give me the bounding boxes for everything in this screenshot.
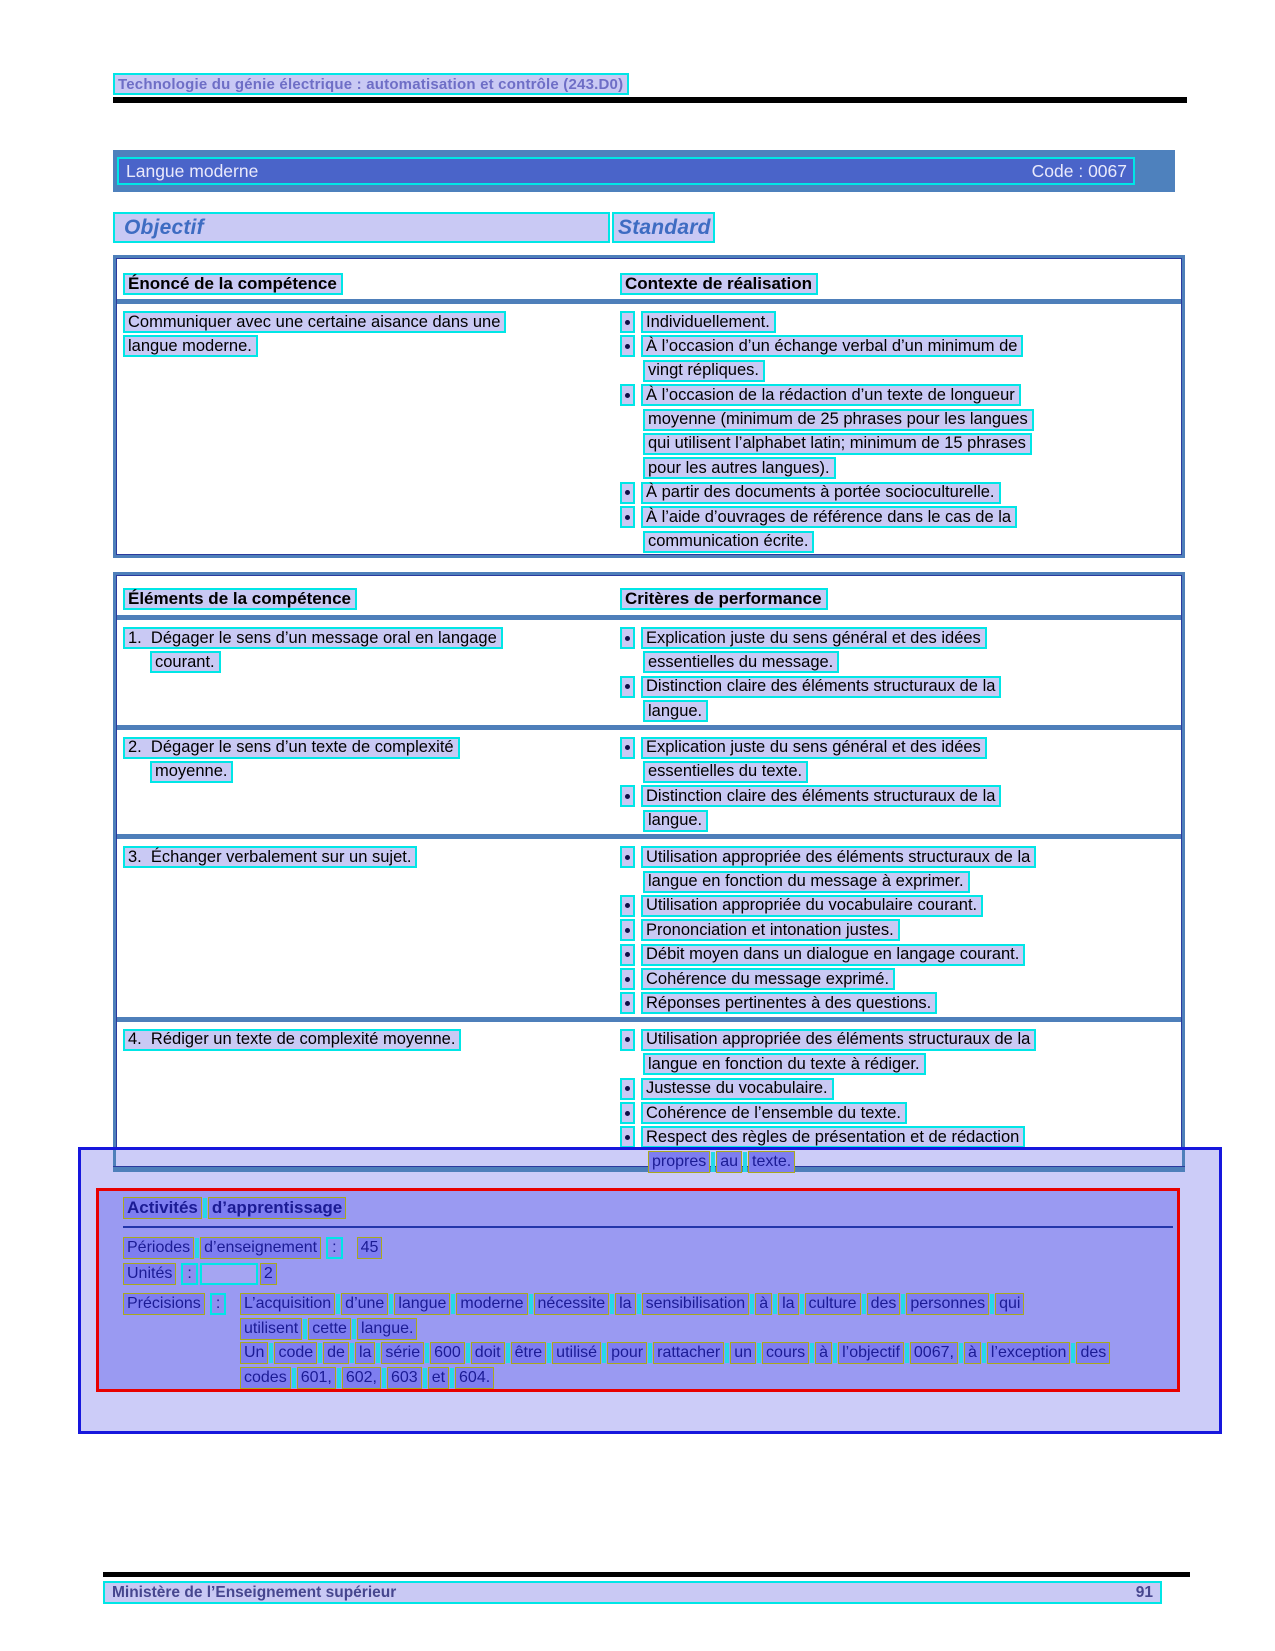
bullet-dot-icon bbox=[625, 320, 630, 325]
bullet-line bbox=[643, 409, 1181, 433]
header-rule bbox=[113, 97, 1187, 103]
space-highlight bbox=[743, 1152, 747, 1172]
precisions-text-column bbox=[240, 1293, 1110, 1391]
highlighted-text: À l’occasion de la rédaction d’un texte de longueur bbox=[641, 384, 1021, 406]
title-bar bbox=[113, 150, 1175, 192]
highlighted-text: Explication juste du sens général et des idées bbox=[641, 627, 987, 649]
bullet-dot-box bbox=[620, 1078, 635, 1100]
word-highlight-line bbox=[123, 1263, 176, 1285]
highlighted-text: Réponses pertinentes à des questions. bbox=[641, 992, 937, 1014]
highlighted-text: essentielles du texte. bbox=[643, 761, 808, 783]
table-row bbox=[117, 1017, 1181, 1147]
bullet-dot-icon bbox=[625, 344, 630, 349]
highlighted-text: À l’aide d’ouvrages de référence dans le cas de la bbox=[641, 506, 1017, 528]
bullet-line bbox=[620, 944, 1181, 968]
bullet-line bbox=[620, 384, 1181, 408]
colon-highlight: : bbox=[210, 1293, 226, 1315]
learning-activities-outer-box bbox=[78, 1147, 1222, 1434]
table-row bbox=[117, 620, 1181, 725]
bullet-dot-icon bbox=[625, 903, 630, 908]
space-highlight bbox=[336, 1294, 340, 1314]
column-header: Critères de performance bbox=[620, 588, 828, 610]
bullet-item bbox=[620, 627, 1181, 676]
word-highlight: au bbox=[716, 1151, 742, 1173]
row-right-cell bbox=[612, 304, 1181, 555]
footer-ministry: Ministère de l’Enseignement supérieur bbox=[112, 1583, 397, 1601]
course-code: Code : 0067 bbox=[1031, 160, 1127, 181]
space-highlight bbox=[529, 1294, 533, 1314]
word-highlight: 600 bbox=[430, 1342, 465, 1364]
word-highlight: à bbox=[964, 1342, 981, 1364]
space-highlight bbox=[506, 1343, 510, 1363]
word-highlight: des bbox=[867, 1293, 901, 1315]
bullet-dot-box bbox=[620, 384, 635, 406]
word-highlight: texte. bbox=[748, 1151, 795, 1173]
highlighted-text: Utilisation appropriée des éléments structuraux de la bbox=[641, 1029, 1036, 1051]
bullet-dot-icon bbox=[625, 928, 630, 933]
word-highlight: langue. bbox=[357, 1318, 418, 1340]
word-highlight: 601, bbox=[297, 1367, 336, 1389]
highlighted-text: À partir des documents à portée socioculturelle. bbox=[641, 482, 1001, 504]
header-cell-left bbox=[117, 273, 612, 299]
space-highlight bbox=[982, 1343, 986, 1363]
program-header: Technologie du génie électrique : automatisation et contrôle (243.D0) bbox=[113, 73, 629, 95]
space-highlight bbox=[269, 1343, 273, 1363]
precisions-label bbox=[123, 1293, 240, 1315]
highlighted-text: Débit moyen dans un dialogue en langage courant. bbox=[641, 944, 1025, 966]
space-highlight bbox=[757, 1343, 761, 1363]
bullet-dot-box bbox=[620, 627, 635, 649]
bullet-dot-box bbox=[620, 895, 635, 917]
bullet-dot-icon bbox=[625, 1135, 630, 1140]
activities-field-row bbox=[123, 1237, 1177, 1263]
word-highlight: propres bbox=[648, 1151, 710, 1173]
standard-heading-band bbox=[612, 212, 715, 243]
space-highlight bbox=[547, 1343, 551, 1363]
word-highlight: qui bbox=[995, 1293, 1024, 1315]
word-highlight-line bbox=[123, 1197, 1177, 1219]
bullet-line bbox=[643, 871, 1181, 895]
colon-highlight: : bbox=[181, 1263, 197, 1285]
bullet-line bbox=[620, 919, 1181, 943]
bullet-dot-box bbox=[620, 311, 635, 333]
word-highlight: Unités bbox=[123, 1263, 176, 1285]
learning-activities-title bbox=[123, 1197, 1177, 1219]
space-highlight bbox=[466, 1343, 470, 1363]
highlighted-text: langue. bbox=[643, 700, 708, 722]
space-highlight bbox=[352, 1319, 356, 1339]
objectif-heading: Objectif bbox=[124, 215, 204, 239]
word-highlight: codes bbox=[240, 1367, 291, 1389]
bullet-dot-box bbox=[620, 992, 635, 1014]
space-highlight bbox=[450, 1368, 454, 1388]
space-highlight bbox=[800, 1294, 804, 1314]
bullet-line bbox=[643, 433, 1181, 457]
field-value bbox=[260, 1263, 277, 1285]
bullet-line bbox=[620, 335, 1181, 359]
bullet-dot-box bbox=[620, 1029, 635, 1051]
activities-divider bbox=[123, 1226, 1173, 1228]
bullet-dot-icon bbox=[625, 855, 630, 860]
column-header: Contexte de réalisation bbox=[620, 273, 818, 295]
bullet-dot-icon bbox=[625, 1086, 630, 1091]
title-bar-selection bbox=[117, 157, 1135, 185]
word-highlight: L’acquisition bbox=[240, 1293, 335, 1315]
word-highlight-line bbox=[123, 1237, 321, 1259]
word-highlight: utilisé bbox=[552, 1342, 601, 1364]
bullet-dot-box bbox=[620, 1126, 635, 1147]
highlighted-text: langue. bbox=[643, 810, 708, 832]
word-highlight-line bbox=[240, 1367, 1110, 1389]
activities-fields bbox=[123, 1237, 1177, 1289]
word-highlight-line bbox=[648, 1151, 795, 1173]
bullet-line bbox=[620, 1102, 1181, 1126]
word-highlight: doit bbox=[471, 1342, 505, 1364]
highlighted-text: qui utilisent l’alphabet latin; minimum de 15 phrases bbox=[643, 433, 1032, 455]
space-highlight bbox=[725, 1343, 729, 1363]
word-highlight: personnes bbox=[906, 1293, 989, 1315]
word-highlight: d’enseignement bbox=[200, 1237, 321, 1259]
space-highlight bbox=[195, 1238, 199, 1258]
word-highlight: la bbox=[615, 1293, 635, 1315]
bullet-line bbox=[620, 895, 1181, 919]
text-line bbox=[123, 1029, 612, 1053]
space-highlight bbox=[382, 1368, 386, 1388]
bullet-dot-icon bbox=[625, 684, 630, 689]
highlighted-text: 4. Rédiger un texte de complexité moyenne. bbox=[123, 1029, 461, 1051]
header-cell-right bbox=[612, 273, 1181, 299]
highlighted-text: langue moderne. bbox=[123, 335, 258, 357]
word-highlight-line bbox=[240, 1293, 1110, 1315]
highlighted-text: communication écrite. bbox=[643, 531, 814, 553]
word-highlight-line bbox=[123, 1293, 205, 1315]
word-highlight: langue bbox=[394, 1293, 450, 1315]
word-highlight: d’apprentissage bbox=[208, 1197, 346, 1219]
footer-page-number: 91 bbox=[1135, 1583, 1153, 1601]
bullet-dot-box bbox=[620, 1102, 635, 1124]
space-highlight bbox=[318, 1343, 322, 1363]
word-highlight: l’objectif bbox=[838, 1342, 904, 1364]
bullet-line bbox=[620, 1029, 1181, 1053]
word-highlight: cette bbox=[308, 1318, 351, 1340]
space-highlight bbox=[610, 1294, 614, 1314]
word-highlight-line bbox=[240, 1318, 1110, 1340]
word-highlight: utilisent bbox=[240, 1318, 302, 1340]
highlighted-text: moyenne (minimum de 25 phrases pour les langues bbox=[643, 409, 1034, 431]
bullet-item bbox=[620, 311, 1181, 335]
bullet-line bbox=[620, 1078, 1181, 1102]
text-line bbox=[123, 311, 612, 335]
bullet-dot-box bbox=[620, 737, 635, 759]
word-highlight: l’exception bbox=[987, 1342, 1071, 1364]
space-highlight bbox=[750, 1294, 754, 1314]
word-highlight: code bbox=[274, 1342, 317, 1364]
standard-heading: Standard bbox=[618, 215, 711, 239]
highlighted-text: pour les autres langues). bbox=[643, 457, 836, 479]
word-highlight: rattacher bbox=[653, 1342, 724, 1364]
space-highlight bbox=[303, 1319, 307, 1339]
activities-field-row bbox=[123, 1263, 1177, 1289]
bullet-line bbox=[643, 700, 1181, 724]
highlighted-text: Individuellement. bbox=[641, 311, 776, 333]
bullet-item bbox=[620, 944, 1181, 968]
text-line bbox=[123, 335, 612, 359]
column-header: Éléments de la compétence bbox=[123, 588, 357, 610]
word-highlight: de bbox=[323, 1342, 349, 1364]
space-highlight bbox=[648, 1343, 652, 1363]
empty-selection-box bbox=[200, 1263, 258, 1285]
word-highlight: la bbox=[355, 1342, 375, 1364]
bullet-item bbox=[620, 506, 1181, 555]
text-line bbox=[150, 761, 612, 785]
overlapping-text-line bbox=[648, 1151, 795, 1173]
bullet-item bbox=[620, 895, 1181, 919]
highlighted-text: Distinction claire des éléments structuraux de la bbox=[641, 785, 1001, 807]
row-right-cell bbox=[612, 730, 1181, 835]
bullet-dot-icon bbox=[625, 515, 630, 520]
competence-table bbox=[113, 255, 1185, 558]
bullet-dot-icon bbox=[625, 1111, 630, 1116]
word-highlight: être bbox=[511, 1342, 547, 1364]
word-highlight: 0067, bbox=[910, 1342, 958, 1364]
table-right-border-stub bbox=[1182, 1150, 1185, 1166]
row-left-cell bbox=[117, 620, 612, 725]
highlighted-text: Justesse du vocabulaire. bbox=[641, 1078, 834, 1100]
bullet-line bbox=[620, 627, 1181, 651]
bullet-dot-icon bbox=[625, 636, 630, 641]
bullet-item bbox=[620, 919, 1181, 943]
table-left-border-stub bbox=[113, 1150, 116, 1166]
bullet-item bbox=[620, 992, 1181, 1016]
space-highlight bbox=[425, 1343, 429, 1363]
bullet-dot-box bbox=[620, 506, 635, 528]
row-left-cell bbox=[117, 839, 612, 1017]
objectif-heading-band bbox=[113, 212, 610, 243]
space-highlight bbox=[905, 1343, 909, 1363]
bullet-item bbox=[620, 846, 1181, 895]
space-highlight bbox=[637, 1294, 641, 1314]
highlighted-text: langue en fonction du texte à rédiger. bbox=[643, 1053, 926, 1075]
highlighted-text: Communiquer avec une certaine aisance dans une bbox=[123, 311, 506, 333]
word-highlight: à bbox=[815, 1342, 832, 1364]
row-left-cell bbox=[117, 1022, 612, 1147]
row-left-cell bbox=[117, 730, 612, 835]
bullet-line bbox=[620, 968, 1181, 992]
space-highlight bbox=[602, 1343, 606, 1363]
word-highlight: cours bbox=[762, 1342, 809, 1364]
bullet-line bbox=[620, 992, 1181, 1016]
bullet-line bbox=[643, 1053, 1181, 1077]
word-highlight: à bbox=[755, 1293, 772, 1315]
bullet-item bbox=[620, 737, 1181, 786]
highlighted-text: Utilisation appropriée des éléments structuraux de la bbox=[641, 846, 1036, 868]
word-highlight: un bbox=[730, 1342, 756, 1364]
row-left-cell bbox=[117, 304, 612, 555]
bullet-dot-icon bbox=[625, 1037, 630, 1042]
bullet-line bbox=[620, 676, 1181, 700]
bullet-line bbox=[643, 651, 1181, 675]
table-header-row bbox=[117, 576, 1181, 620]
space-highlight bbox=[810, 1343, 814, 1363]
highlighted-text: Explication juste du sens général et des idées bbox=[641, 737, 987, 759]
text-line bbox=[123, 846, 612, 870]
word-highlight: Un bbox=[240, 1342, 268, 1364]
word-highlight: Périodes bbox=[123, 1237, 194, 1259]
space-highlight bbox=[350, 1343, 354, 1363]
bullet-dot-box bbox=[620, 482, 635, 504]
space-highlight bbox=[833, 1343, 837, 1363]
precisions-row bbox=[123, 1293, 1177, 1391]
footer-band bbox=[103, 1581, 1162, 1604]
bullet-dot-box bbox=[620, 335, 635, 357]
space-highlight bbox=[959, 1343, 963, 1363]
row-right-cell bbox=[612, 1022, 1181, 1147]
bullet-item bbox=[620, 482, 1181, 506]
highlighted-text: 1. Dégager le sens d’un message oral en langage bbox=[123, 627, 503, 649]
bullet-dot-icon bbox=[625, 794, 630, 799]
bullet-item bbox=[620, 968, 1181, 992]
bullet-item bbox=[620, 785, 1181, 834]
highlighted-text: vingt répliques. bbox=[643, 360, 765, 382]
footer-rule bbox=[103, 1572, 1190, 1577]
bullet-dot-box bbox=[620, 968, 635, 990]
bullet-line bbox=[620, 311, 1181, 335]
word-highlight: pour bbox=[607, 1342, 647, 1364]
word-highlight: nécessite bbox=[534, 1293, 610, 1315]
bullet-line bbox=[620, 737, 1181, 761]
highlighted-text: courant. bbox=[150, 651, 221, 673]
highlighted-text: Prononciation et intonation justes. bbox=[641, 919, 900, 941]
bullet-item bbox=[620, 384, 1181, 482]
bullet-item bbox=[620, 676, 1181, 725]
bullet-line bbox=[643, 761, 1181, 785]
column-header: Énoncé de la compétence bbox=[123, 273, 343, 295]
bullet-dot-box bbox=[620, 785, 635, 807]
word-highlight: série bbox=[381, 1342, 424, 1364]
highlighted-text: À l’occasion d’un échange verbal d’un minimum de bbox=[641, 335, 1023, 357]
space-highlight bbox=[451, 1294, 455, 1314]
bullet-line bbox=[620, 482, 1181, 506]
bullet-line bbox=[643, 531, 1181, 555]
word-highlight: 45 bbox=[357, 1237, 383, 1259]
table-header-row bbox=[117, 259, 1181, 304]
bullet-dot-box bbox=[620, 919, 635, 941]
bullet-item bbox=[620, 1078, 1181, 1102]
word-highlight: 602, bbox=[342, 1367, 381, 1389]
bullet-line bbox=[620, 506, 1181, 530]
highlighted-text: Cohérence du message exprimé. bbox=[641, 968, 895, 990]
elements-table bbox=[113, 572, 1185, 1147]
bullet-item bbox=[620, 1126, 1181, 1147]
bullet-dot-icon bbox=[625, 1001, 630, 1006]
word-highlight: d’une bbox=[341, 1293, 388, 1315]
table-inner-border bbox=[116, 575, 1182, 1147]
word-highlight: Activités bbox=[123, 1197, 202, 1219]
row-right-cell bbox=[612, 839, 1181, 1017]
space-highlight bbox=[862, 1294, 866, 1314]
bullet-item bbox=[620, 335, 1181, 384]
space-highlight bbox=[990, 1294, 994, 1314]
word-highlight: 2 bbox=[260, 1263, 277, 1285]
highlighted-text: Distinction claire des éléments structuraux de la bbox=[641, 676, 1001, 698]
text-line bbox=[123, 627, 612, 651]
space-highlight bbox=[376, 1343, 380, 1363]
word-highlight: moderne bbox=[456, 1293, 527, 1315]
bullet-dot-box bbox=[620, 676, 635, 698]
space-highlight bbox=[203, 1198, 207, 1218]
highlighted-text: langue en fonction du message à exprimer. bbox=[643, 871, 970, 893]
course-title: Langue moderne bbox=[126, 160, 259, 181]
space-highlight bbox=[1071, 1343, 1075, 1363]
word-highlight: des bbox=[1076, 1342, 1110, 1364]
word-highlight: 603 bbox=[387, 1367, 422, 1389]
word-highlight: et bbox=[428, 1367, 449, 1389]
word-highlight: sensibilisation bbox=[642, 1293, 750, 1315]
space-highlight bbox=[711, 1152, 715, 1172]
table-row bbox=[117, 834, 1181, 1017]
bullet-line bbox=[643, 810, 1181, 834]
bullet-dot-icon bbox=[625, 952, 630, 957]
bullet-dot-icon bbox=[625, 745, 630, 750]
space-highlight bbox=[337, 1368, 341, 1388]
word-highlight: la bbox=[778, 1293, 798, 1315]
bullet-dot-icon bbox=[625, 490, 630, 495]
bullet-dot-icon bbox=[625, 393, 630, 398]
highlighted-text: moyenne. bbox=[150, 761, 233, 783]
field-value bbox=[357, 1237, 383, 1259]
highlighted-text: essentielles du message. bbox=[643, 651, 839, 673]
learning-activities-box bbox=[96, 1188, 1180, 1392]
space-highlight bbox=[423, 1368, 427, 1388]
highlighted-text: Cohérence de l’ensemble du texte. bbox=[641, 1102, 907, 1124]
word-highlight-line bbox=[240, 1342, 1110, 1364]
top-header-line bbox=[113, 73, 629, 97]
bullet-line bbox=[620, 785, 1181, 809]
bullet-line bbox=[620, 1126, 1181, 1147]
bullet-item bbox=[620, 1102, 1181, 1126]
text-line bbox=[150, 651, 612, 675]
table-inner-border bbox=[116, 258, 1182, 555]
space-highlight bbox=[773, 1294, 777, 1314]
bullet-dot-box bbox=[620, 944, 635, 966]
table-row bbox=[117, 304, 1181, 555]
bullet-dot-icon bbox=[625, 977, 630, 982]
word-highlight: Précisions bbox=[123, 1293, 205, 1315]
bullet-line bbox=[620, 846, 1181, 870]
highlighted-text: Respect des règles de présentation et de rédaction bbox=[641, 1126, 1025, 1147]
word-highlight: culture bbox=[805, 1293, 861, 1315]
bullet-line bbox=[643, 360, 1181, 384]
space-highlight bbox=[292, 1368, 296, 1388]
bullet-item bbox=[620, 1029, 1181, 1078]
row-right-cell bbox=[612, 620, 1181, 725]
header-cell-left bbox=[117, 588, 612, 615]
colon-highlight: : bbox=[326, 1237, 342, 1259]
text-line bbox=[123, 737, 612, 761]
space-highlight bbox=[901, 1294, 905, 1314]
highlighted-text: 3. Échanger verbalement sur un sujet. bbox=[123, 846, 417, 868]
bullet-dot-box bbox=[620, 846, 635, 868]
table-row bbox=[117, 725, 1181, 835]
bullet-line bbox=[643, 457, 1181, 481]
highlighted-text: 2. Dégager le sens d’un texte de complexité bbox=[123, 737, 460, 759]
word-highlight: 604. bbox=[455, 1367, 494, 1389]
highlighted-text: Utilisation appropriée du vocabulaire courant. bbox=[641, 895, 983, 917]
space-highlight bbox=[389, 1294, 393, 1314]
header-cell-right bbox=[612, 588, 1181, 615]
